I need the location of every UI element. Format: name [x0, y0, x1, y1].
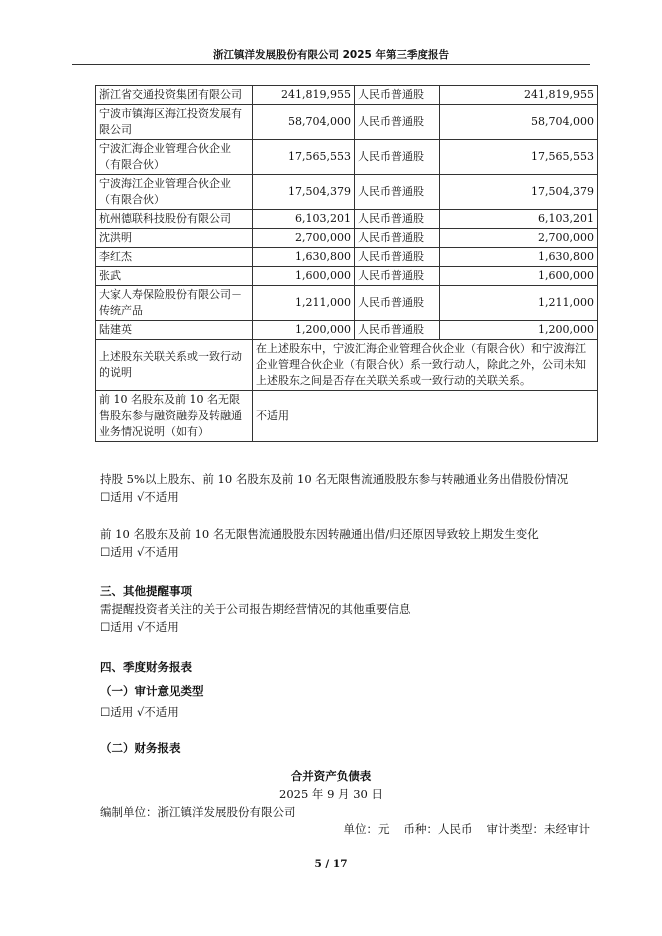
header-divider: [72, 64, 590, 65]
section-3-options: ☐适用 √不适用: [100, 620, 179, 634]
shareholder-name: 李红杰: [96, 248, 253, 267]
unit-text: 单位：元: [343, 822, 390, 836]
shares-held: 241,819,955: [253, 86, 355, 105]
share-amount: 17,565,553: [440, 140, 598, 175]
shares-held: 1,600,000: [253, 267, 355, 286]
note-change-title: 前 10 名股东及前 10 名无限售流通股股东因转融通出借/归还原因导致较上期发生变化: [100, 527, 539, 541]
shares-held: 2,700,000: [253, 229, 355, 248]
share-type: 人民币普通股: [355, 248, 440, 267]
financial-statements-heading: （二）财务报表: [100, 741, 181, 755]
note-change: [100, 525, 539, 561]
shareholder-name: 浙江省交通投资集团有限公司: [96, 86, 253, 105]
share-type: 人民币普通股: [355, 105, 440, 140]
shareholder-row: [96, 175, 598, 210]
shares-held: 17,504,379: [253, 175, 355, 210]
shareholder-row: [96, 248, 598, 267]
shareholder-name: 宁波海江企业管理合伙企业（有限合伙）: [96, 175, 253, 210]
note-change-options: ☐适用 √不适用: [100, 545, 179, 559]
section-4-heading: 四、季度财务报表: [100, 660, 192, 674]
shareholder-name: 杭州德联科技股份有限公司: [96, 210, 253, 229]
share-type: 人民币普通股: [355, 229, 440, 248]
relation-label: 上述股东关联关系或一致行动的说明: [96, 340, 253, 391]
shareholder-row: [96, 140, 598, 175]
shares-held: 1,211,000: [253, 286, 355, 321]
statement-meta: [330, 821, 591, 837]
statement-date: 2025 年 9 月 30 日: [279, 787, 383, 801]
shares-held: 1,200,000: [253, 321, 355, 340]
share-amount: 1,211,000: [440, 286, 598, 321]
shareholder-row: [96, 267, 598, 286]
shareholder-name: 宁波市镇海区海江投资发展有限公司: [96, 105, 253, 140]
audit-opinion-heading: （一）审计意见类型: [100, 684, 204, 698]
share-type: 人民币普通股: [355, 175, 440, 210]
section-3-heading: 三、其他提醒事项: [100, 584, 192, 598]
shares-held: 58,704,000: [253, 105, 355, 140]
shares-held: 6,103,201: [253, 210, 355, 229]
share-amount: 17,504,379: [440, 175, 598, 210]
shareholder-name: 大家人寿保险股份有限公司－传统产品: [96, 286, 253, 321]
shareholder-name: 沈洪明: [96, 229, 253, 248]
share-type: 人民币普通股: [355, 321, 440, 340]
share-amount: 1,200,000: [440, 321, 598, 340]
shareholder-name: 张武: [96, 267, 253, 286]
margin-trading-row: [96, 391, 598, 442]
currency-text: 币种：人民币: [403, 822, 473, 836]
section-3-text: 需提醒投资者关注的关于公司报告期经营情况的其他重要信息: [100, 602, 411, 616]
share-amount: 241,819,955: [440, 86, 598, 105]
preparer-text: 编制单位：浙江镇洋发展股份有限公司: [100, 805, 296, 819]
note-lending-title: 持股 5%以上股东、前 10 名股东及前 10 名无限售流通股股东参与转融通业务出借股份情况: [100, 472, 569, 486]
note-lending: [100, 470, 568, 506]
share-amount: 1,600,000: [440, 267, 598, 286]
margin-trading-label: 前 10 名股东及前 10 名无限售股东参与融资融券及转融通业务情况说明（如有）: [96, 391, 253, 442]
report-header: 浙江镇洋发展股份有限公司 2025 年第三季度报告: [212, 49, 450, 61]
shareholders-table: [95, 85, 598, 442]
share-type: 人民币普通股: [355, 140, 440, 175]
audit-type-text: 审计类型：未经审计: [486, 822, 590, 836]
section-financial-statements: [100, 658, 204, 757]
shareholder-name: 陆建英: [96, 321, 253, 340]
margin-trading-text: 不适用: [253, 391, 598, 442]
shares-held: 1,630,800: [253, 248, 355, 267]
note-lending-options: ☐适用 √不适用: [100, 490, 179, 504]
statement-preparer: [100, 803, 296, 821]
share-type: 人民币普通股: [355, 210, 440, 229]
shareholder-row: [96, 321, 598, 340]
relation-text: 在上述股东中，宁波汇海企业管理合伙企业（有限合伙）和宁波海江企业管理合伙企业（有限合伙）系一致行动人，除此之外，公司未知上述股东之间是否存在关联关系或一致行动的关联关系。: [253, 340, 598, 391]
share-type: 人民币普通股: [355, 86, 440, 105]
share-type: 人民币普通股: [355, 267, 440, 286]
share-amount: 2,700,000: [440, 229, 598, 248]
audit-opinion-options: ☐适用 √不适用: [100, 705, 179, 719]
share-amount: 58,704,000: [440, 105, 598, 140]
share-amount: 6,103,201: [440, 210, 598, 229]
statement-title: 合并资产负债表: [290, 769, 372, 783]
shareholder-row: [96, 105, 598, 140]
relation-row: [96, 340, 598, 391]
page-number: 5 / 17: [314, 858, 348, 870]
share-type: 人民币普通股: [355, 286, 440, 321]
shareholder-row: [96, 86, 598, 105]
share-amount: 1,630,800: [440, 248, 598, 267]
shareholder-row: [96, 229, 598, 248]
shareholder-row: [96, 286, 598, 321]
shareholder-name: 宁波汇海企业管理合伙企业（有限合伙）: [96, 140, 253, 175]
shares-held: 17,565,553: [253, 140, 355, 175]
section-other-reminders: [100, 582, 411, 636]
shareholder-row: [96, 210, 598, 229]
